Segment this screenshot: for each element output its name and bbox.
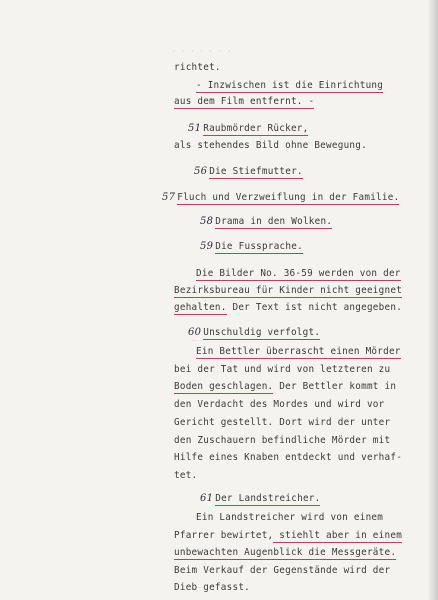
text-line — [174, 417, 390, 428]
heading-text: Die Fussprache. — [215, 241, 303, 252]
underlined-text: aus dem Film entfernt. - — [174, 96, 315, 107]
text-line — [174, 530, 402, 541]
line-text: richtet. — [174, 62, 221, 73]
faded-dots: · · · · · · · — [172, 48, 232, 55]
section-heading — [200, 241, 303, 252]
handwritten-number: 59 — [200, 241, 214, 252]
text-line — [174, 62, 221, 73]
handwritten-number: 56 — [194, 166, 208, 177]
text-line — [174, 285, 402, 296]
underlined-text: Bezirksbureau für Kinder nicht geeignet — [174, 285, 403, 296]
line-text: Pfarrer bewirtet, — [174, 530, 274, 541]
line-text: Gericht gestellt. Dort wird der unter — [174, 417, 391, 428]
line-text: den Verdacht des Mordes und wird vor — [174, 399, 385, 410]
section-heading — [194, 166, 303, 177]
underlined-text: gehalten. — [174, 302, 227, 313]
line-text: Der Bettler kommt in — [273, 381, 397, 392]
heading-text: Fluch und Verzweiflung in der Familie. — [177, 192, 400, 203]
heading-text: Drama in den Wolken. — [215, 216, 333, 227]
handwritten-number: 57 — [162, 192, 176, 203]
section-heading — [188, 123, 308, 134]
text-line — [174, 140, 367, 151]
underlined-text: stiehlt aber in einem — [273, 530, 403, 541]
heading-text: Der Landstreicher. — [215, 493, 321, 504]
text-line — [174, 582, 250, 593]
line-text: Hilfe eines Knaben entdeckt und verhaf- — [174, 452, 403, 463]
text-line — [174, 470, 197, 481]
underlined-text: - Inzwischen ist die Einrichtung — [196, 80, 384, 91]
line-text: Beim Verkauf der Gegenstände wird der — [174, 565, 391, 576]
text-line — [196, 268, 401, 279]
text-line — [174, 302, 402, 313]
underlined-text: Ein Bettler überrascht einen Mörder — [196, 346, 401, 357]
text-line — [174, 452, 402, 463]
text-line — [174, 364, 390, 375]
handwritten-number: 58 — [200, 216, 214, 227]
text-line — [174, 435, 390, 446]
underlined-text: unbewachten Augenblick die Messgeräte. — [174, 547, 397, 558]
text-line — [174, 565, 390, 576]
section-heading — [162, 192, 399, 203]
handwritten-number: 51 — [188, 123, 202, 134]
underlined-text: Die Bilder No. 36-59 werden von der — [196, 268, 401, 279]
line-text: als stehendes Bild ohne Bewegung. — [174, 140, 367, 151]
line-text: bei der Tat und wird von letzteren zu — [174, 364, 391, 375]
handwritten-number: 60 — [188, 327, 202, 338]
heading-text: Raubmörder Rücker, — [203, 123, 309, 134]
handwritten-number: 61 — [200, 493, 214, 504]
text-line — [174, 547, 396, 558]
line-text: Ein Landstreicher wird von einem — [196, 512, 384, 523]
text-line — [196, 512, 383, 523]
text-line — [196, 346, 401, 357]
text-line — [174, 399, 385, 410]
line-text: Der Text ist nicht angegeben. — [226, 302, 403, 313]
heading-text: Die Stiefmutter. — [209, 166, 303, 177]
text-line — [174, 381, 396, 392]
line-text: den Zuschauern befindliche Mörder mit — [174, 435, 391, 446]
line-text: Dieb gefasst. — [174, 582, 251, 593]
heading-text: Unschuldig verfolgt. — [203, 327, 321, 338]
section-heading — [188, 327, 320, 338]
section-heading — [200, 216, 332, 227]
underlined-text: Boden geschlagen. — [174, 381, 274, 392]
line-text: tet. — [174, 470, 198, 481]
section-heading — [200, 493, 320, 504]
page-edge-shadow — [428, 0, 438, 600]
text-line — [196, 80, 383, 91]
text-line — [174, 96, 314, 107]
